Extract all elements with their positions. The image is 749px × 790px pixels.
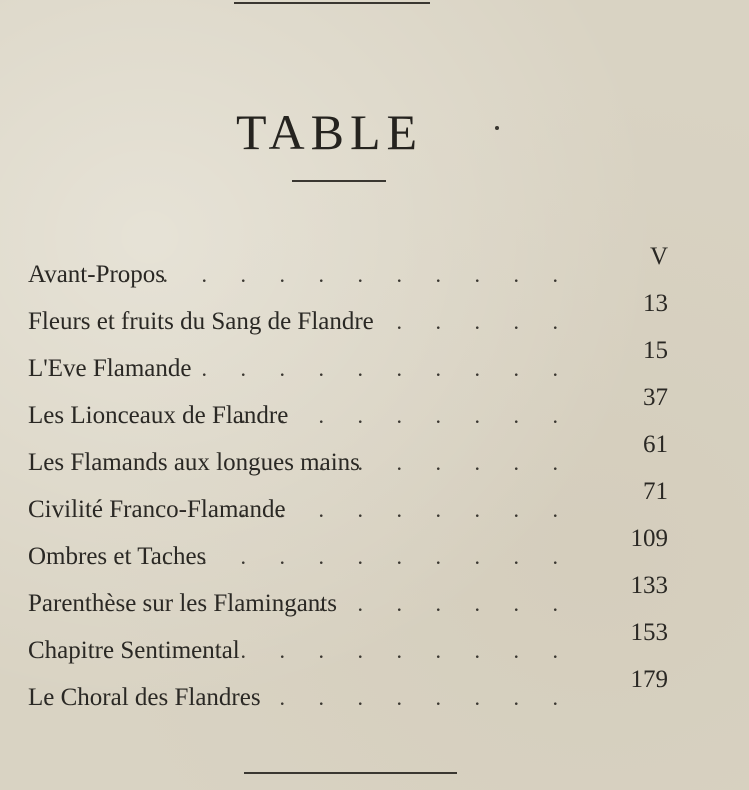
toc-entry-page: 71	[643, 478, 668, 505]
page-title: TABLE	[236, 104, 424, 160]
toc-leader-dots: . . . . . . .	[318, 591, 572, 616]
bottom-rule	[244, 772, 457, 774]
toc-entry-page: 13	[643, 290, 668, 317]
toc-entry-page: V	[649, 243, 668, 270]
toc-entry-title: Parenthèse sur les Flamingants	[28, 590, 337, 617]
toc-entry-page: 61	[643, 431, 668, 458]
toc-entry	[28, 431, 668, 478]
toc-entry-title: Fleurs et fruits du Sang de Flandre	[28, 308, 374, 335]
toc-entry-page: 153	[630, 619, 668, 646]
toc-entry-page: 179	[630, 666, 668, 693]
toc-entry	[28, 243, 668, 290]
toc-entry-page: 15	[643, 337, 668, 364]
toc-entry-title: Les Flamands aux longues mains	[28, 449, 360, 476]
toc-entry-title: L'Eve Flamande	[28, 355, 192, 382]
toc-entry	[28, 478, 668, 525]
toc-leader-dots: . . . . . . . . .	[240, 403, 572, 428]
toc-entry	[28, 384, 668, 431]
toc-entry	[28, 337, 668, 384]
toc-leader-dots: . . . . . . . . . . .	[162, 544, 572, 569]
toc-entry-page: 109	[630, 525, 668, 552]
toc-entry	[28, 290, 668, 337]
toc-entry	[28, 619, 668, 666]
toc-entry-page: 133	[630, 572, 668, 599]
toc-entry	[28, 666, 668, 713]
toc-entry-title: Ombres et Taches	[28, 543, 207, 570]
toc-leader-dots: . . . . . . . . . .	[201, 638, 572, 663]
toc-entry-title: Chapitre Sentimental	[28, 637, 240, 664]
toc-entry-title: Avant-Propos	[28, 261, 166, 288]
toc-entry-title: Civilité Franco-Flamande	[28, 496, 286, 523]
toc-leader-dots: . . . . . . .	[318, 450, 572, 475]
toc-entry-title: Les Lionceaux de Flandre	[28, 402, 289, 429]
toc-entry	[28, 572, 668, 619]
toc-leader-dots: . . . . . . . . . . .	[162, 356, 572, 381]
toc-leader-dots: . . . . .	[396, 309, 572, 334]
toc-leader-dots: . . . . . . . . .	[240, 497, 572, 522]
toc-leader-dots: . . . . . . . . .	[240, 685, 572, 710]
toc-entry	[28, 525, 668, 572]
toc-entry-page: 37	[643, 384, 668, 411]
toc-entry-title: Le Choral des Flandres	[28, 684, 261, 711]
toc-leader-dots: . . . . . . . . . . . .	[123, 262, 572, 287]
